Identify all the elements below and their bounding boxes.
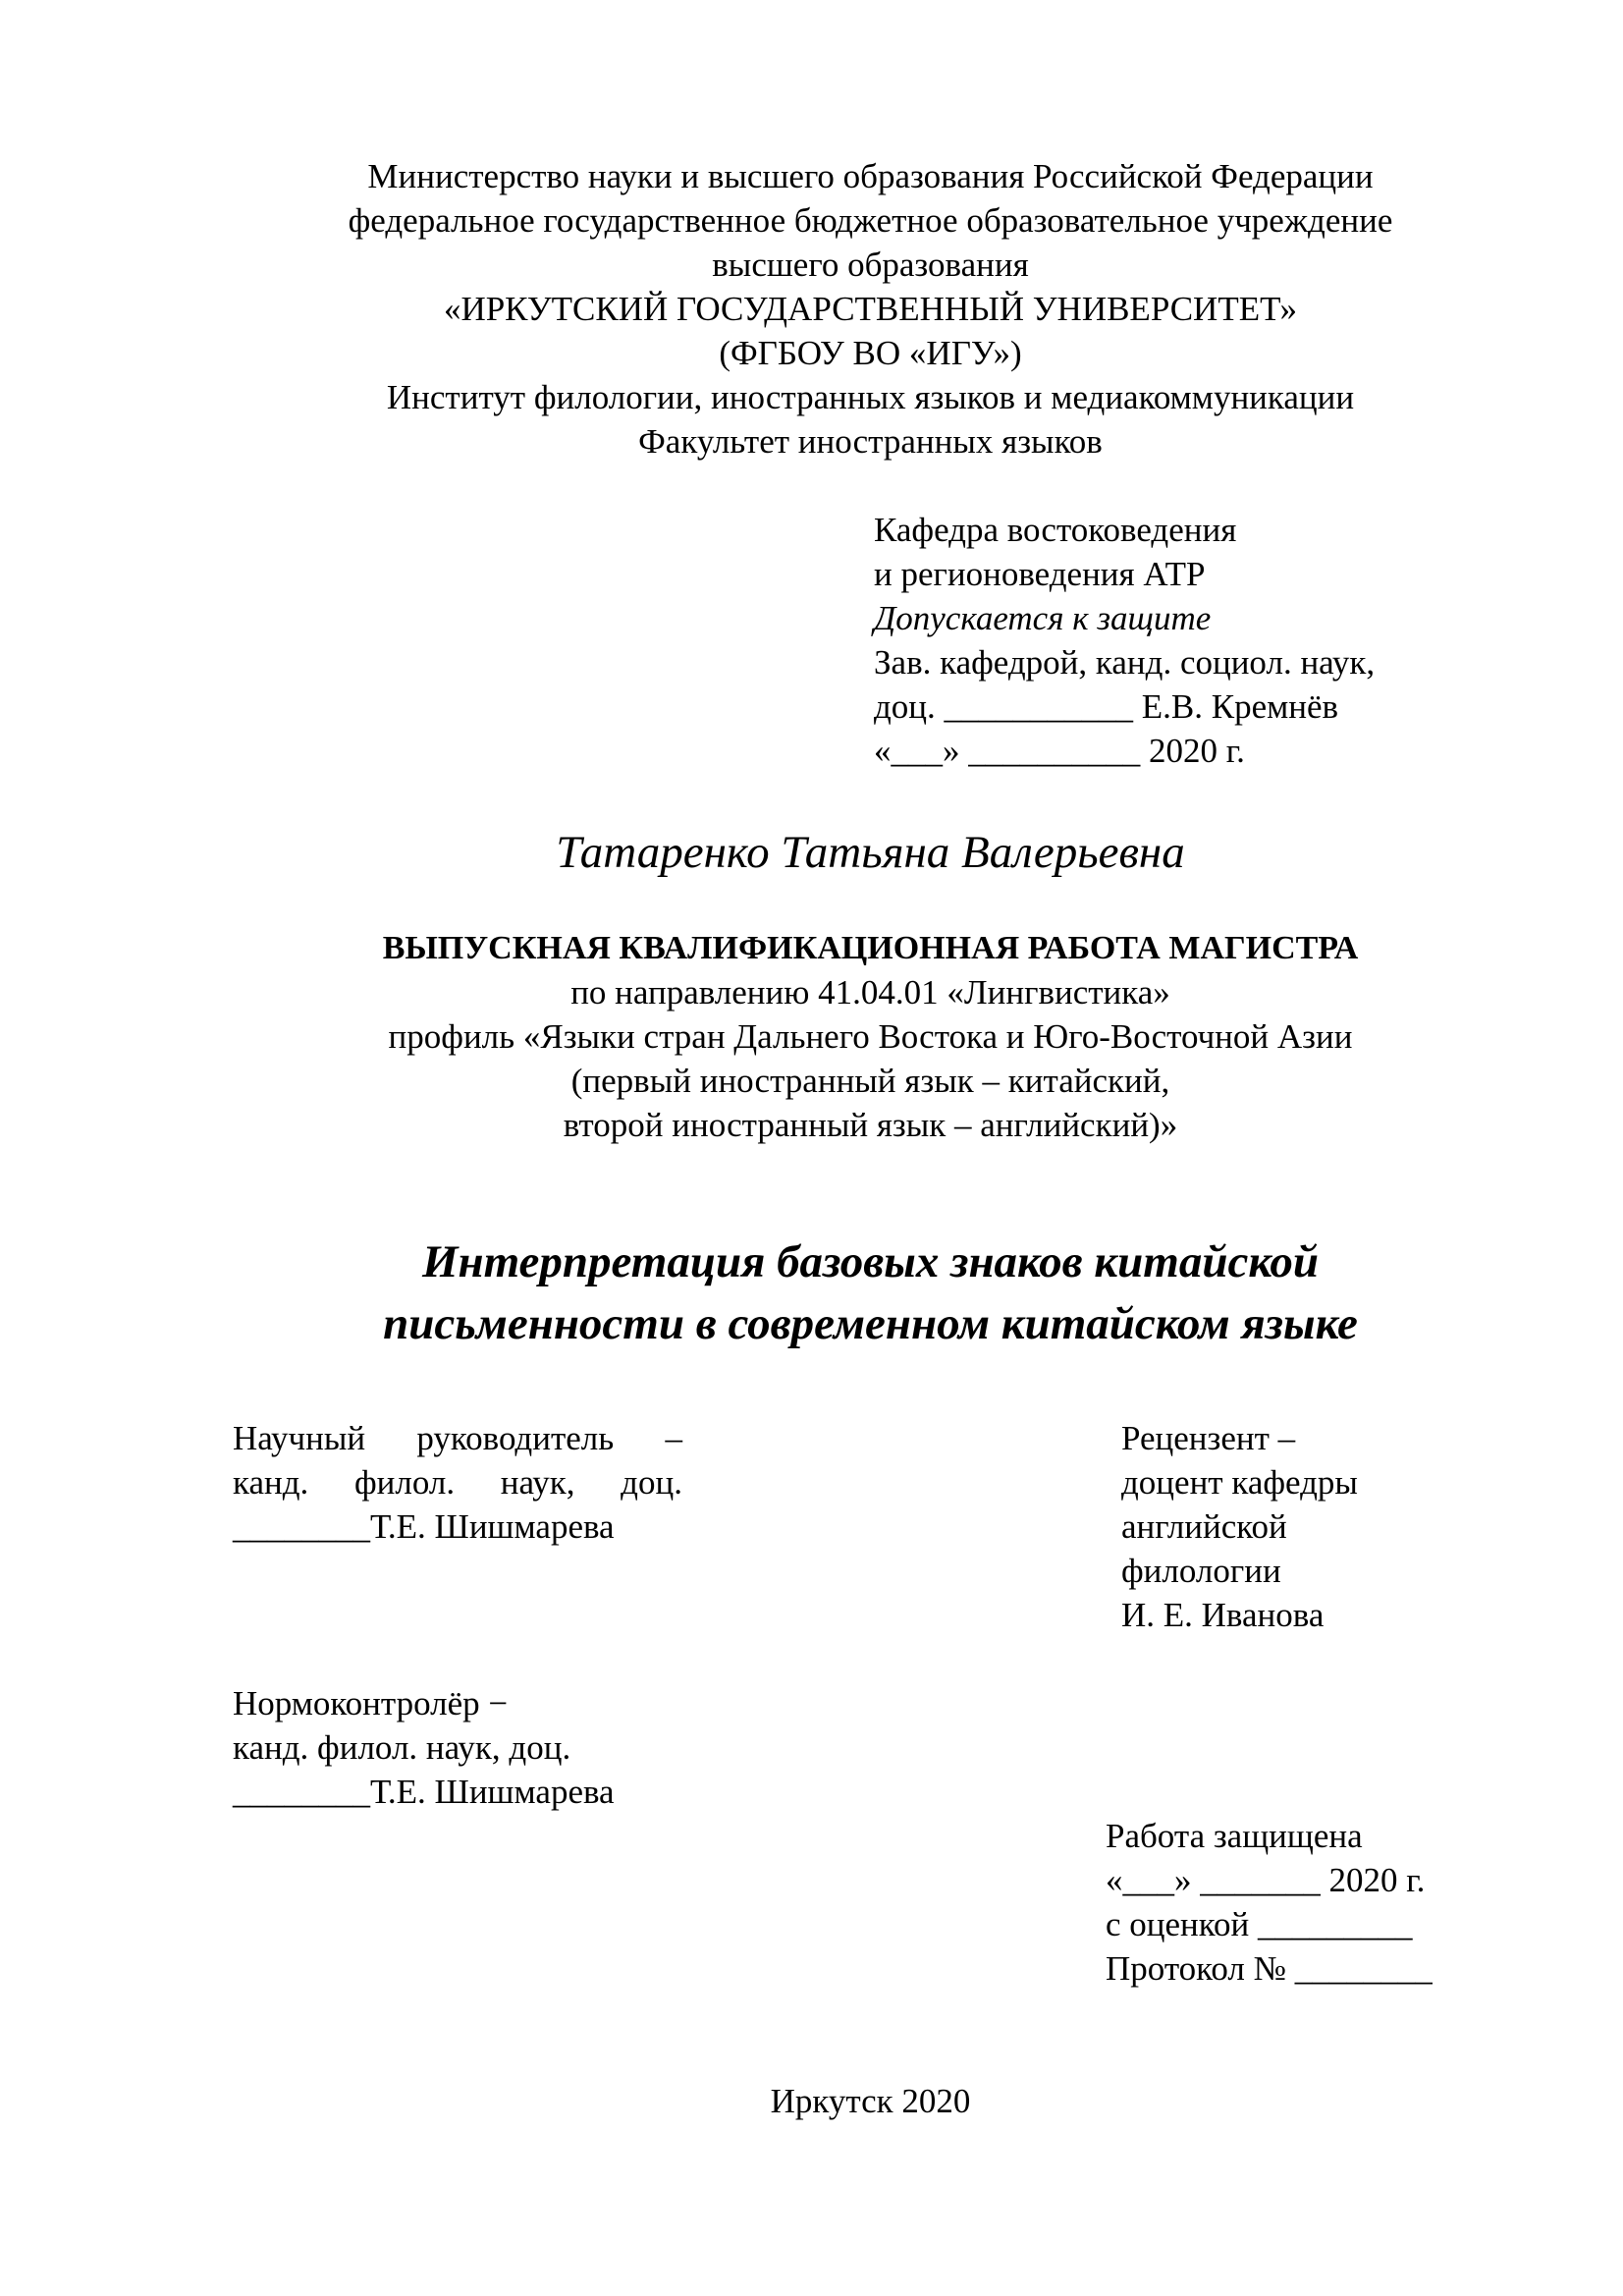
department-head-signature: доц. ___________ Е.В. Кремнёв [874,687,1339,726]
ministry-line: Министерство науки и высшего образования Российской Федерации [367,157,1374,195]
defense-title: Работа защищена [1106,1817,1363,1855]
norm-controller-signature: ________Т.Е. Шишмарева [233,1773,615,1811]
reviewer-name: И. Е. Иванова [1121,1596,1325,1634]
supervisor-degree-word-3: наук, [500,1463,575,1502]
department-line-2: и регионоведения АТР [874,555,1206,593]
supervisor-role-dash: – [665,1419,682,1457]
admission-status: Допускается к защите [874,599,1212,637]
admission-date-line: «___» __________ 2020 г. [874,732,1245,770]
reviewer-position-line-3: филологии [1121,1552,1281,1590]
department-line-1: Кафедра востоковедения [874,511,1237,549]
defense-date-line: «___» _______ 2020 г. [1106,1861,1426,1899]
thesis-topic-line-1: Интерпретация базовых знаков китайской [421,1236,1320,1287]
institution-type-line: федеральное государственное бюджетное образовательное учреждение [348,201,1393,240]
second-language: второй иностранный язык – английский)» [563,1106,1178,1144]
defense-grade-line: с оценкой _________ [1106,1905,1413,1943]
supervisor-role-word-2: руководитель [416,1419,615,1457]
education-level-line: высшего образования [712,246,1029,284]
reviewer-title: Рецензент – [1121,1419,1296,1457]
study-profile: профиль «Языки стран Дальнего Востока и Юго-Восточной Азии [388,1017,1353,1056]
defense-protocol-line: Протокол № ________ [1106,1949,1433,1988]
first-language: (первый иностранный язык – китайский, [570,1062,1170,1100]
supervisor-role [233,1416,682,1460]
faculty-line: Факультет иностранных языков [638,422,1103,461]
city-year: Иркутск 2020 [770,2082,971,2120]
institute-line: Институт филологии, иностранных языков и медиакоммуникации [386,378,1355,416]
reviewer-position-line-1: доцент кафедры [1121,1463,1358,1502]
supervisor-degree-word-2: филол. [353,1463,456,1502]
supervisor-signature: ________Т.Е. Шишмарева [233,1507,615,1546]
study-direction: по направлению 41.04.01 «Лингвистика» [570,973,1170,1011]
supervisor-degree [233,1460,682,1504]
norm-controller-title: Нормоконтролёр − [233,1684,509,1722]
department-head-title: Зав. кафедрой, канд. социол. наук, [874,643,1376,682]
work-type: ВЫПУСКНАЯ КВАЛИФИКАЦИОННАЯ РАБОТА МАГИСТРА [382,930,1359,966]
university-name-line: «ИРКУТСКИЙ ГОСУДАРСТВЕННЫЙ УНИВЕРСИТЕТ» [443,290,1298,328]
norm-controller-degree: канд. филол. наук, доц. [233,1728,571,1767]
supervisor-degree-word-1: канд. [233,1463,309,1502]
thesis-topic-line-2: письменности в современном китайском языке [383,1298,1358,1349]
supervisor-degree-word-4: доц. [621,1463,682,1502]
author-name: Татаренко Татьяна Валерьевна [556,827,1185,878]
university-abbr-line: (ФГБОУ ВО «ИГУ») [719,334,1022,372]
reviewer-position-line-2: английской [1121,1507,1287,1546]
supervisor-role-word-1: Научный [233,1419,366,1457]
